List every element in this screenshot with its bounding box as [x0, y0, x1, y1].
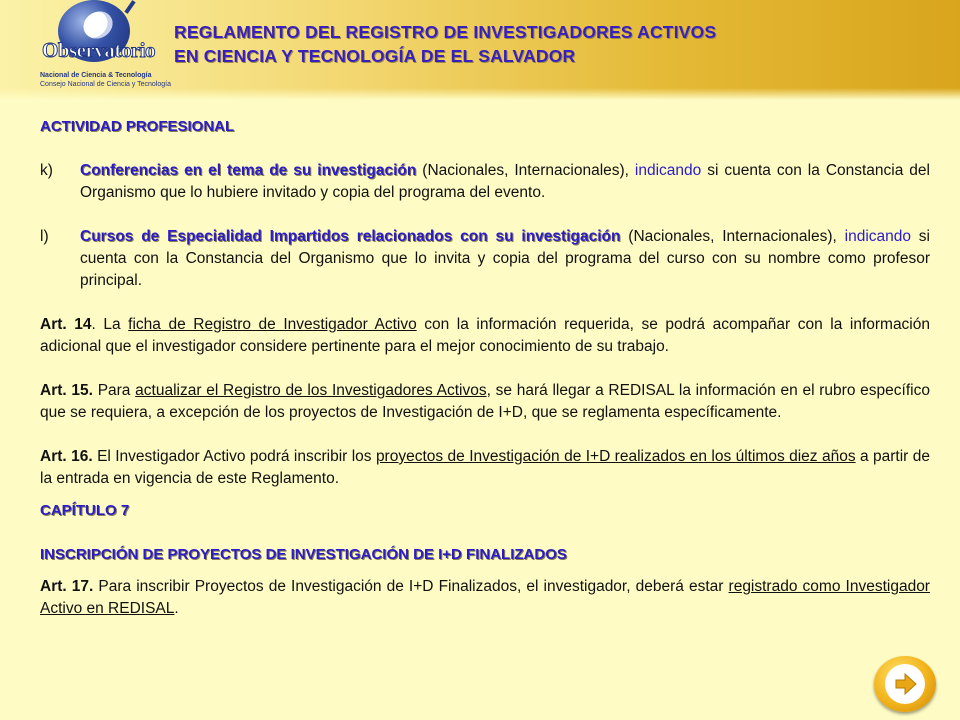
chapter-subheading: INSCRIPCIÓN DE PROYECTOS DE INVESTIGACIÓN DE I+D FINALIZADOS	[40, 546, 567, 563]
article-15	[40, 380, 930, 424]
arrow-right-icon	[885, 664, 925, 704]
article-14	[40, 314, 930, 358]
list-item-l	[40, 226, 930, 292]
list-item-k	[40, 160, 930, 204]
item-text	[80, 160, 930, 204]
logo-subtitle-2: Consejo Nacional de Ciencia y Tecnología	[40, 81, 172, 88]
article-text: . La	[91, 316, 129, 333]
item-text-part: si cuenta con la Constancia del Organismo que lo hubiere invitado y copia del programa del evento.	[80, 162, 930, 201]
document-body	[40, 116, 930, 620]
next-slide-button[interactable]	[874, 656, 936, 712]
logo-subtitle-1: Nacional de Ciencia & Tecnología	[40, 72, 152, 79]
article-text: El Investigador Activo podrá inscribir los	[92, 448, 376, 465]
logo-word: Observatorio	[42, 38, 155, 62]
article-label: Art. 15.	[40, 382, 93, 399]
item-text-part: si cuenta con la Constancia del Organismo que lo invita y copia del programa del curso con su nombre como profesor principal.	[80, 228, 931, 289]
item-marker: l)	[40, 228, 49, 245]
article-17	[40, 576, 930, 620]
chapter-heading: CAPÍTULO 7	[40, 502, 130, 519]
article-label: Art. 17.	[40, 578, 94, 595]
item-title: Cursos de Especialidad Impartidos relacionados con su investigación	[80, 228, 621, 245]
item-title: Conferencias en el tema de su investigación	[80, 162, 417, 179]
item-marker: k)	[40, 162, 53, 179]
article-underlined: proyectos de Investigación de I+D realizados en los últimos diez años	[375, 448, 856, 465]
article-underlined: registrado como Investigador Activo en REDISAL	[40, 578, 930, 617]
title-line-2: EN CIENCIA Y TECNOLOGÍA DE EL SALVADOR	[174, 46, 576, 66]
page-title	[174, 20, 716, 68]
article-underlined: actualizar el Registro de los Investigadores Activos	[135, 382, 487, 399]
article-text: con la información requerida, se podrá acompañar con la información adicional que el investigador considere pertinente para el mejor conocimiento de su trabajo.	[40, 316, 930, 355]
indicando-link: indicando	[844, 228, 911, 245]
article-underlined: ficha de Registro de Investigador Activo	[128, 316, 417, 333]
article-text: , se hará llegar a REDISAL la información en el rubro específico que se requiera, a excepción de los proyectos de Investigación de I+D, que se reglamenta específicamente.	[40, 382, 930, 421]
article-text: .	[174, 600, 179, 617]
article-16	[40, 446, 930, 490]
item-text-part: (Nacionales, Internacionales),	[620, 228, 845, 245]
title-line-1: REGLAMENTO DEL REGISTRO DE INVESTIGADORES ACTIVOS	[174, 22, 717, 42]
article-text: Para	[92, 382, 136, 399]
observatorio-logo	[28, 0, 172, 96]
item-text-part: (Nacionales, Internacionales),	[416, 162, 635, 179]
antenna-icon	[124, 0, 135, 14]
indicando-link: indicando	[634, 162, 702, 179]
section-heading: ACTIVIDAD PROFESIONAL	[40, 118, 235, 135]
article-label: Art. 14	[40, 316, 92, 333]
article-label: Art. 16.	[40, 448, 93, 465]
article-text: a partir de la entrada en vigencia de este Reglamento.	[40, 448, 930, 487]
item-text	[80, 226, 930, 292]
article-text: Para inscribir Proyectos de Investigación de I+D Finalizados, el investigador, deberá estar	[93, 578, 729, 595]
